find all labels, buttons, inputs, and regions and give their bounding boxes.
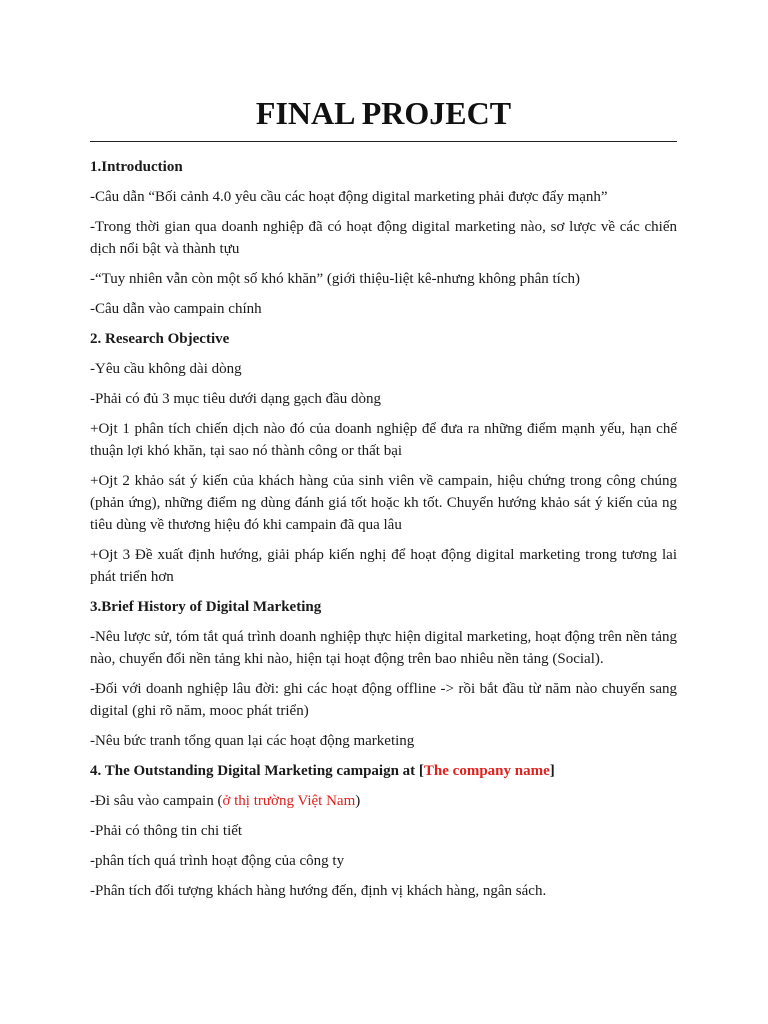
paragraph: -Đối với doanh nghiệp lâu đời: ghi các hoạt động offline -> rồi bắt đầu từ năm nào chuyển sang digital (ghi rõ năm, mooc phát triển) [90, 681, 677, 719]
paragraph: -Trong thời gian qua doanh nghiệp đã có hoạt động digital marketing nào, sơ lược về các chiến dịch nổi bật và thành tựu [90, 219, 677, 257]
paragraph: +Ojt 1 phân tích chiến dịch nào đó của doanh nghiệp để đưa ra những điểm mạnh yếu, hạn chế thuận lợi khó khăn, tại sao nó thành công or thất bại [90, 421, 677, 459]
section-heading-brief-history: 3.Brief History of Digital Marketing [90, 599, 322, 615]
paragraph: -“Tuy nhiên vẫn còn một số khó khăn” (giới thiệu-liệt kê-nhưng không phân tích) [90, 271, 581, 287]
company-name-placeholder: The company name [423, 763, 550, 779]
intro-suffix: ) [355, 793, 361, 809]
heading-suffix: ] [549, 763, 555, 779]
section-heading-outstanding-campaign [90, 760, 677, 782]
paragraph: -Câu dẫn “Bối cảnh 4.0 yêu cầu các hoạt động digital marketing phải được đẩy mạnh” [90, 189, 608, 205]
paragraph [90, 790, 677, 812]
intro-prefix: -Đi sâu vào campain ( [90, 793, 223, 809]
paragraph: +Ojt 2 khảo sát ý kiến của khách hàng của sinh viên về campain, hiệu chứng trong công chúng (phản ứng), những điểm ng dùng đánh giá tốt hoặc kh tốt. Chuyển hướng khảo sát ý kiến của ng tiêu dùng về thương hiệu đó khi campain đã qua lâu [90, 473, 677, 533]
paragraph: -Phải có thông tin chi tiết [90, 823, 243, 839]
paragraph: -Phân tích đối tượng khách hàng hướng đến, định vị khách hàng, ngân sách. [90, 883, 547, 899]
document-title: FINAL PROJECT [255, 95, 512, 131]
paragraph: -Yêu cầu không dài dòng [90, 361, 242, 377]
paragraph: -Phải có đủ 3 mục tiêu dưới dạng gạch đầu dòng [90, 391, 381, 407]
market-highlight: ở thị trường Việt Nam [222, 793, 356, 809]
title-divider [90, 141, 677, 142]
paragraph: -phân tích quá trình hoạt động của công ty [90, 853, 345, 869]
paragraph: -Câu dẫn vào campain chính [90, 301, 262, 317]
document-page [90, 0, 677, 902]
paragraph: -Nêu lược sử, tóm tắt quá trình doanh nghiệp thực hiện digital marketing, hoạt động trên nền tảng nào, chuyển đổi nền tảng khi nào, hiện tại hoạt động trên bao nhiêu nền tảng (Social). [90, 629, 677, 667]
paragraph: +Ojt 3 Đề xuất định hướng, giải pháp kiến nghị để hoạt động digital marketing trong tương lai phát triển hơn [90, 547, 677, 585]
section-heading-research-objective: 2. Research Objective [90, 331, 230, 347]
paragraph: -Nêu bức tranh tổng quan lại các hoạt động marketing [90, 733, 415, 749]
section-heading-introduction: 1.Introduction [90, 159, 183, 175]
heading-prefix: 4. The Outstanding Digital Marketing campaign at [ [90, 763, 424, 779]
